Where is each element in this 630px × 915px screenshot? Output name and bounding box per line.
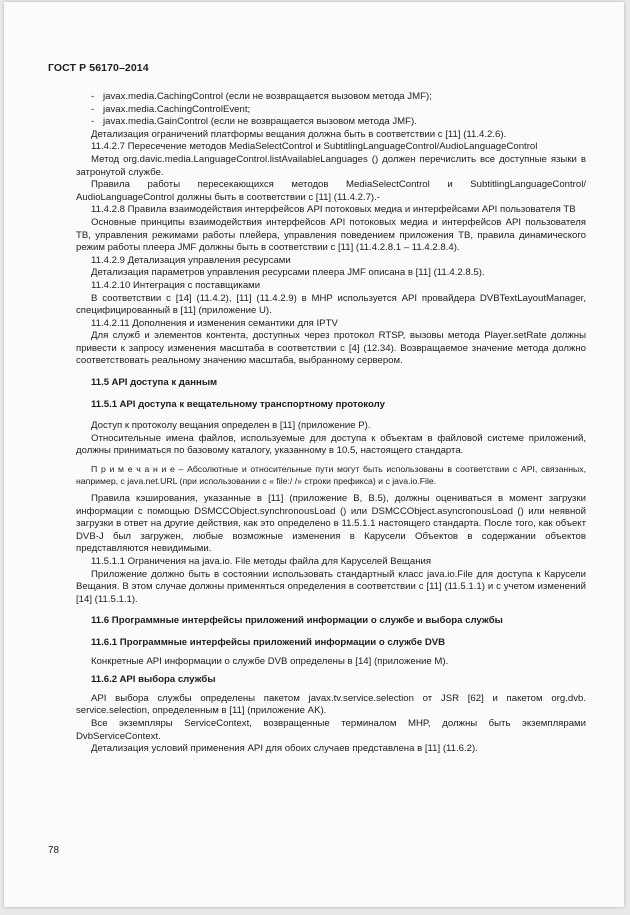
paragraph: Все экземпляры ServiceContext, возвращенные терминалом MHP, должны быть экземплярами DvbServiceContext. [76,717,586,742]
list-item: - javax.media.GainControl (если не возвращается вызовом метода JMF). [91,116,417,128]
subsection-title: 11.4.2.8 Правила взаимодействия интерфейсов API потоковых медиа и интерфейсами API пользователя ТВ [91,204,576,216]
page-number: 78 [48,845,60,856]
paragraph: В соответствии с [14] (11.4.2), [11] (11.4.2.9) в MHP используется API провайдера DVBTextLayoutManager, специфицированный в [11] (приложение U). [76,292,586,317]
paragraph: Метод org.davic.media.LanguageControl.listAvailableLanguages () должен перечислить все доступные языки в затронутой службе. [76,153,586,178]
subsection-title: 11.4.2.11 Дополнения и изменения семантики для IPTV [91,317,338,329]
paragraph: Правила кэширования, указанные в [11] (приложение B, B.5), должны оцениваться в момент загрузки информации с помощью DSMCCObject.synchronousLoad () или DSMCCObject.asyncronousLoad () или неявной загрузки в ответ на другие действия, как это определено в 11.5.1.1 настоящего стандарта. После того, как объект DVB-J был загружен, любые возможные изменения в Карусели Объектов в содержании объектов представляются невидимыми. [76,493,586,555]
section-heading: 11.6 Программные интерфейсы приложений информации о службе и выбора службы [91,615,503,627]
note [76,464,586,487]
note-label: П р и м е ч а н и е [91,464,175,475]
paragraph: Приложение должно быть в состоянии использовать стандартный класс java.io.File для доступа к Карусели Вещания. В этом случае должны применяться определения в соответствии с [11] (11.5.1.1) и с учетом изменений [14] (11.5.1.1). [76,568,586,605]
subsection-title: 11.5.1.1 Ограничения на java.io. File методы файла для Каруселей Вещания [91,556,432,567]
paragraph: Относительные имена файлов, используемые для доступа к объектам в файловой системе приложений, должны приниматься по базовому каталогу, указанному в 10.5, настоящего стандарта. [76,432,586,457]
subsection-title: 11.4.2.9 Детализация управления ресурсами [91,254,291,266]
paragraph: Конкретные API информации о службе DVB определены в [14] (приложение M). [91,655,449,667]
list-item: - javax.media.CachingControl (если не возвращается вызовом метода JMF); [91,91,432,102]
page-content [76,91,586,756]
subsection-title: 11.4.2.7 Пересечение методов MediaSelectControl и SubtitlingLanguageControl/AudioLanguageControl [91,141,538,153]
section-heading: 11.6.2 API выбора службы [91,674,216,686]
list-item: - javax.media.CachingControlEvent; [91,103,251,115]
subsection-title: 11.4.2.10 Интеграция с поставщиками [91,279,261,291]
paragraph: Для служб и элементов контента, доступных через протокол RTSP, вызовы метода Player.setRate должны привести к запросу изменения масштаба в соответствии с [4] (12.34). Возвращаемое значение метода должно соответствовать реальному значению масштаба, выбранному сервером. [76,330,586,367]
paragraph: Доступ к протоколу вещания определен в [11] (приложение P). [91,420,371,432]
paragraph: Детализация условий применения API для обоих случаев представлена в [11] (11.6.2). [91,743,478,755]
section-heading: 11.5.1 API доступа к вещательному транспортному протоколу [91,398,385,410]
paragraph: Детализация ограничений платформы вещания должна быть в соответствии с [11] (11.4.2.6). [91,128,507,140]
standard-header: ГОСТ Р 56170–2014 [48,62,149,74]
document-page [4,2,624,907]
paragraph: Правила работы пересекающихся методов MediaSelectControl и SubtitlingLanguageControl/ AudioLanguageControl должны быть в соответствии с [11] (11.4.2.7).- [76,179,586,203]
note-text: – Абсолютные и относительные пути могут быть использованы в соответствии с API, связанных, например, с java.net.URL (при использовании с « file:/ /» строки префикса) и с java.io.File. [76,464,587,486]
section-heading: 11.6.1 Программные интерфейсы приложений информации о службе DVB [91,636,446,648]
paragraph: API выбора службы определены пакетом javax.tv.service.selection от JSR [62] и пакетом org.dvb. service.selection, определенным в [11] (приложение AK). [76,692,586,717]
section-heading: 11.5 API доступа к данным [91,377,218,389]
paragraph: Основные принципы взаимодействия интерфейсов API потоковых медиа и интерфейсов API пользователя ТВ, управления режимами работы плейера, управления поведением приложения ТВ, правила динамического режим работы плеера JMF должны быть в соответствии с [11] (11.4.2.8.1 – 11.4.2.8.4). [76,216,586,254]
paragraph: Детализация параметров управления ресурсами плеера JMF описана в [11] (11.4.2.8.5). [91,267,485,279]
